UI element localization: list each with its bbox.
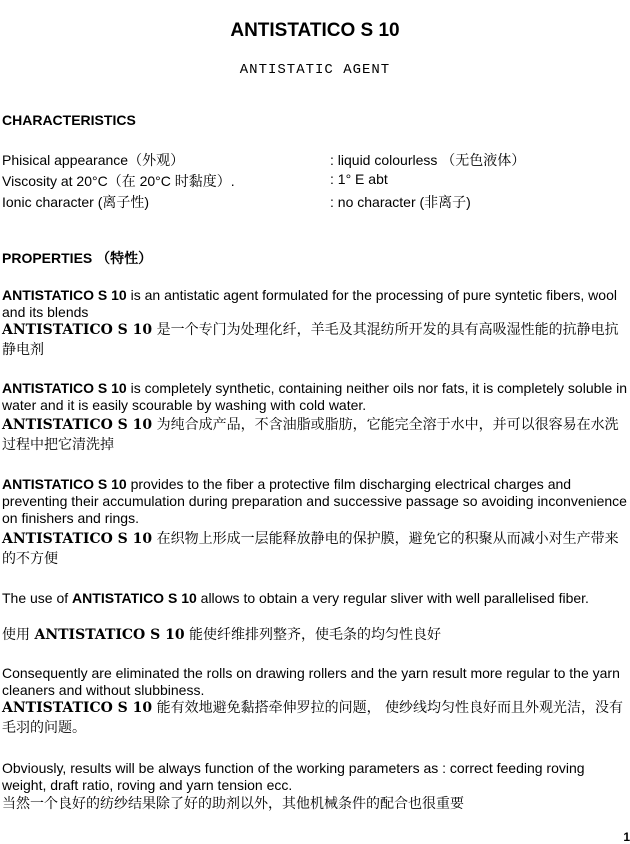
paragraph-text: 能使纤维排列整齐，使毛条的均匀性良好 bbox=[184, 627, 442, 643]
characteristics-heading: CHARACTERISTICS bbox=[2, 112, 136, 128]
paragraph-6-en: Obviously, results will be always function of the working parameters as : correct feeding roving weight, draft ratio, roving and yarn tension ecc. bbox=[2, 760, 585, 793]
page-number: 1 bbox=[623, 830, 630, 844]
paragraph-1-en bbox=[2, 287, 628, 321]
paragraph-5-en: Consequently are eliminated the rolls on drawing rollers and the yarn result more regular to the yarn cleaners and without slubbiness. bbox=[2, 665, 620, 698]
paragraph-text: The use of bbox=[2, 590, 73, 606]
characteristic-value: : no character (非离子) bbox=[330, 194, 471, 210]
paragraph-text: 为纯合成产品，不含油脂或脂肪，它能完全溶于水中，并可以很容易在水洗过程中把它清洗掉 bbox=[2, 417, 619, 453]
paragraph-2-cn bbox=[2, 415, 628, 455]
product-name: ANTISTATICO S 10 bbox=[2, 380, 127, 396]
document-title: ANTISTATICO S 10 bbox=[230, 20, 400, 41]
paragraph-text: is completely synthetic, containing neither oils nor fats, it is completely soluble in water and it is easily scourable by washing with cold water. bbox=[2, 380, 628, 413]
paragraph-text: allows to obtain a very regular sliver with well parallelised fiber. bbox=[196, 590, 589, 606]
paragraph-3-cn bbox=[2, 529, 628, 569]
paragraph-text: 在织物上形成一层能释放静电的保护膜，避免它的积聚从而减小对生产带来的不方便 bbox=[2, 531, 619, 567]
product-name: ANTISTATICO S 10 bbox=[2, 531, 153, 547]
product-name: ANTISTATICO S 10 bbox=[2, 287, 127, 303]
characteristic-label: Viscosity at 20°C（在 20°C 时黏度）. bbox=[2, 173, 235, 189]
paragraph-6-cn: 当然一个良好的纺纱结果除了好的助剂以外，其他机械条件的配合也很重要 bbox=[2, 796, 464, 812]
characteristic-label: Phisical appearance（外观） bbox=[2, 152, 185, 168]
paragraph-text: 使用 bbox=[2, 627, 35, 643]
paragraph-text: 能有效地避免黏搭牵伸罗拉的问题， 使纱线均匀性良好而且外观光洁，没有毛羽的问题。 bbox=[2, 700, 624, 736]
characteristic-row bbox=[2, 171, 622, 189]
characteristic-row bbox=[2, 192, 622, 210]
paragraph-4-cn bbox=[2, 625, 628, 645]
paragraph-text: is an antistatic agent formulated for the processing of pure syntetic fibers, wool and its blends bbox=[2, 287, 617, 320]
paragraph-3-en bbox=[2, 476, 628, 527]
document-subtitle: ANTISTATIC AGENT bbox=[239, 62, 391, 78]
product-name: ANTISTATICO S 10 bbox=[72, 590, 197, 606]
paragraph-4-en bbox=[2, 590, 628, 607]
characteristic-value: : liquid colourless （无色液体） bbox=[330, 152, 526, 168]
paragraph-text: 是一个专门为处理化纤，羊毛及其混纺所开发的具有高吸湿性能的抗静电抗静电剂 bbox=[2, 322, 619, 358]
characteristic-value: : 1° E abt bbox=[330, 171, 388, 187]
product-name: ANTISTATICO S 10 bbox=[2, 417, 153, 433]
product-name: ANTISTATICO S 10 bbox=[34, 627, 185, 643]
paragraph-5-cn bbox=[2, 698, 628, 738]
properties-heading: PROPERTIES （特性） bbox=[2, 250, 153, 266]
product-name: ANTISTATICO S 10 bbox=[2, 322, 153, 338]
product-name: ANTISTATICO S 10 bbox=[2, 700, 153, 716]
paragraph-2-en bbox=[2, 380, 628, 414]
product-name: ANTISTATICO S 10 bbox=[2, 476, 127, 492]
characteristic-row bbox=[2, 150, 622, 168]
paragraph-text: provides to the fiber a protective film discharging electrical charges and preventing their accumulation during preparation and successive passage so avoiding inconvenience on finishers and rings. bbox=[2, 476, 627, 526]
characteristic-label: Ionic character (离子性) bbox=[2, 194, 150, 210]
paragraph-1-cn bbox=[2, 320, 628, 360]
